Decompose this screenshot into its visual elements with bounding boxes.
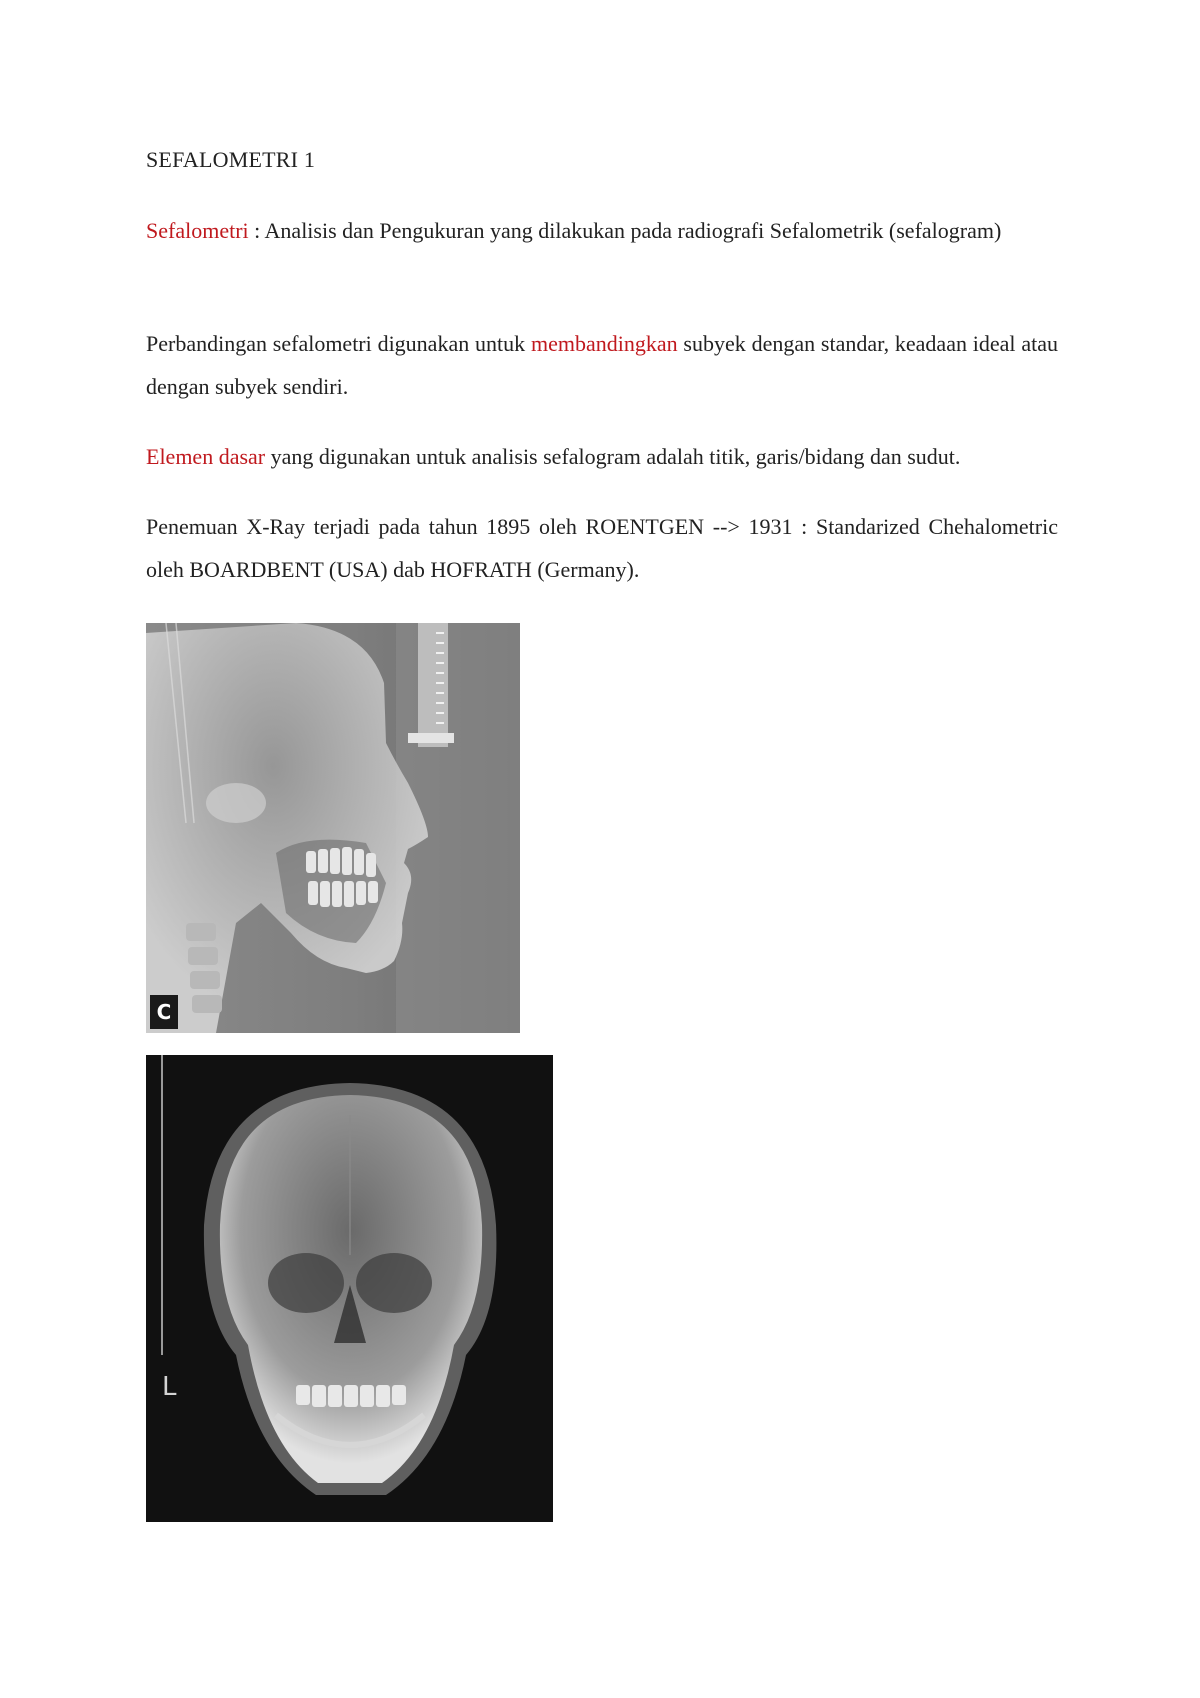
lateral-cephalogram-image (146, 623, 520, 1033)
term-sefalometri: Sefalometri (146, 218, 249, 243)
lateral-xray-graphic (146, 623, 520, 1033)
comparison-text-after: subyek dengan standar, keadaan ideal atau dengan subyek sendiri. (146, 331, 1058, 399)
comparison-text-before: Perbandingan sefalometri digunakan untuk (146, 331, 531, 356)
frontal-xray-graphic (146, 1055, 553, 1522)
lateral-corner-mark: C (156, 1000, 172, 1024)
term-elemen-dasar: Elemen dasar (146, 444, 266, 469)
frontal-corner-mark: L (162, 1372, 177, 1402)
paragraph-comparison (146, 322, 1058, 408)
document-title: SEFALOMETRI 1 (146, 147, 316, 172)
frontal-cephalogram-image (146, 1055, 553, 1522)
paragraph-history (146, 505, 1058, 591)
term-membandingkan: membandingkan (530, 331, 678, 356)
basic-elements-text: yang digunakan untuk analisis sefalogram adalah titik, garis/bidang dan sudut. (265, 444, 961, 469)
definition-text: : Analisis dan Pengukuran yang dilakukan pada radiografi Sefalometrik (sefalogram) (248, 218, 1002, 243)
paragraph-definition (146, 209, 1058, 252)
history-text: Penemuan X-Ray terjadi pada tahun 1895 oleh ROENTGEN --> 1931 : Standarized Chehalometric oleh BOARDBENT (USA) dab HOFRATH (Germany). (146, 514, 1058, 582)
paragraph-basic-elements (146, 435, 1058, 478)
